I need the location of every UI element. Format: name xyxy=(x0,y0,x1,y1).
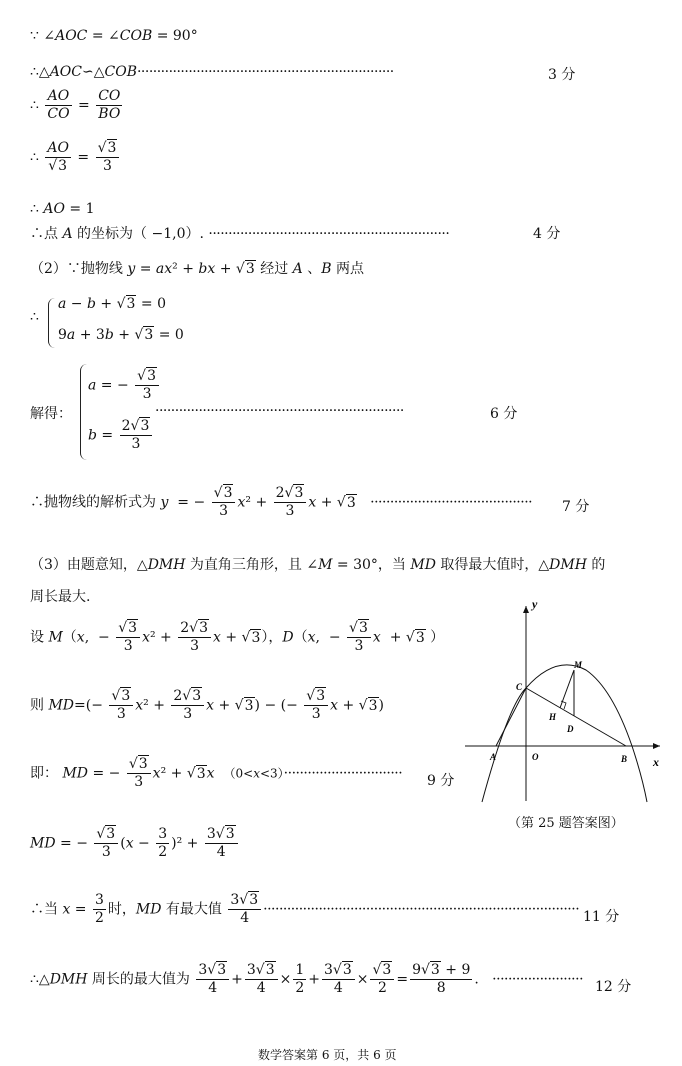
x-axis-arrow xyxy=(653,743,660,749)
label-h: H xyxy=(549,712,557,722)
solve-label: 解得： xyxy=(30,406,72,422)
score-7: 7 分 xyxy=(562,499,590,515)
page-footer: 数学答案第 6 页，共 6 页 xyxy=(258,1048,397,1062)
system1-eq1: a − b + √3 = 0 xyxy=(58,296,166,312)
line-perimeter-value: ∴△DMH 周长的最大值为 $\frac{3√3}{4}$ + $\frac{3√3}{4}$ × $\frac{1}{2}$ + $\frac{3√3}{4}$ × $\frac{√3}{2}$ = $\frac{9√3 + 9}{8}$ . ······················· xyxy=(30,962,584,996)
score-11: 11 分 xyxy=(583,909,620,925)
line-max-md: ∴当 x = $\frac{3}{2}$ 时，MD 有最大值 $\frac{3√3}{4}$ ················································································ xyxy=(30,892,580,926)
score-9: 9 分 xyxy=(427,773,455,789)
score-3: 3 分 xyxy=(548,67,576,83)
figure-caption: （第 25 题答案图） xyxy=(508,816,624,831)
line-perimeter-max: 周长最大. xyxy=(30,589,91,605)
segment-mh xyxy=(560,670,574,708)
solution-a: a = − $\frac{√3}{3}$ xyxy=(88,368,161,403)
line-ratio-sub: ∴ $\frac{AO}{√3}$ = $\frac{√3}{3}$ xyxy=(30,140,121,175)
line-angle-equal: ∵ ∠AOC = ∠COB = 90° xyxy=(30,28,198,44)
line-similar: ∴△AOC∽△COB································································· xyxy=(30,64,394,80)
parabola-curve xyxy=(482,665,647,802)
brace-2 xyxy=(80,364,87,460)
line-md-diff: 则 MD=(− $\frac{√3}{3}$ x² + $\frac{2√3}{3}$ x + √3) − (− $\frac{√3}{3}$ x + √3) xyxy=(30,688,384,722)
label-y: y xyxy=(532,597,538,611)
label-c: C xyxy=(516,682,523,692)
line-ac xyxy=(496,688,526,746)
label-d: D xyxy=(567,724,574,734)
label-b: B xyxy=(621,754,628,764)
line-md-vertex: MD = − $\frac{√3}{3}$ (x − $\frac{3}{2}$ )² + $\frac{3√3}{4}$ xyxy=(30,826,240,861)
therefore-sym: ∴ xyxy=(30,309,39,325)
solution-b: b = $\frac{2√3}{3}$ xyxy=(88,418,154,453)
line-cb xyxy=(526,688,626,746)
figure-svg xyxy=(460,596,670,806)
line-point-a: ∴点 A 的坐标为（ −1,0）. ····························································· xyxy=(30,226,450,242)
brace-1 xyxy=(48,298,55,348)
figure-25 xyxy=(460,596,670,806)
dots-6: ······························································· xyxy=(155,403,404,419)
line-ao-1: ∴ AO = 1 xyxy=(30,201,95,217)
score-4: 4 分 xyxy=(533,226,561,242)
line-parabola-expr: ∴抛物线的解析式为 y = − $\frac{√3}{3}$ x² + $\frac{2√3}{3}$ x + √3 ········································· xyxy=(30,485,533,519)
line-ratio: ∴ $\frac{AO}{CO}$ = $\frac{CO}{BO}$ xyxy=(30,88,121,122)
score-12: 12 分 xyxy=(595,979,632,995)
line-set-md: 设 M（x, − $\frac{√3}{3}$ x² + $\frac{2√3}{3}$ x + √3），D（x, − $\frac{√3}{3}$ x + √3 ） xyxy=(30,620,445,654)
system1-eq2: 9a + 3b + √3 = 0 xyxy=(58,327,184,343)
score-6: 6 分 xyxy=(490,406,518,422)
line-md-simplified: 即： MD = − $\frac{√3}{3}$ x² + √3x （0<x<3）······························ xyxy=(30,756,403,790)
line-parabola-through: （2）∵抛物线 y = ax² + bx + √3 经过 A 、B 两点 xyxy=(30,261,364,277)
label-o: O xyxy=(532,752,539,762)
label-m: M xyxy=(574,660,583,670)
label-x: x xyxy=(653,755,659,769)
label-a: A xyxy=(490,752,497,762)
y-axis-arrow xyxy=(523,606,529,613)
line-part3: （3）由题意知，△DMH 为直角三角形，且 ∠M = 30°，当 MD 取得最大值时，△DMH 的 xyxy=(30,557,606,573)
